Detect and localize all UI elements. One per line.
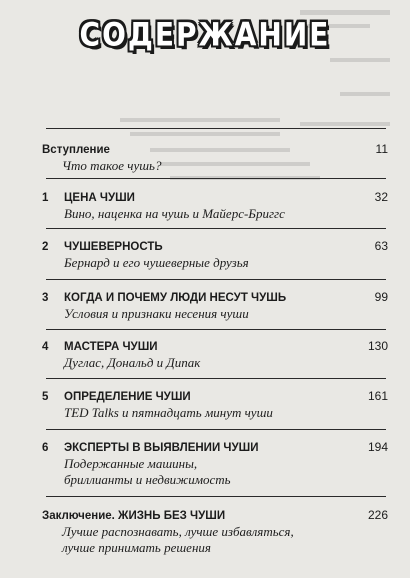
entry-subtitle [64,405,388,421]
entry-subtitle [62,524,388,556]
entry-subtitle [62,158,388,174]
entry-heading: ОПРЕДЕЛЕНИЕ ЧУШИ [64,391,191,403]
entry-page: 226 [367,508,388,522]
entry-subtitle [64,206,388,222]
divider [46,378,386,379]
toc-entry-chapter-3[interactable] [42,290,388,322]
subtitle-line: Лучше распознавать, лучше избавляться, [62,524,294,539]
divider [46,228,386,229]
toc-entry-chapter-6[interactable] [42,440,388,488]
entry-page: 130 [367,339,388,353]
entry-subtitle [64,456,388,488]
chapter-number: 3 [42,292,49,304]
chapter-number: 5 [42,391,49,403]
subtitle-line: Подержанные машины, [64,456,198,471]
entry-subtitle [64,255,388,271]
divider [46,279,386,280]
chapter-number: 4 [42,341,49,353]
entry-heading: ЦЕНА ЧУШИ [64,192,135,204]
toc-entry-chapter-4[interactable] [42,339,388,371]
subtitle-line: Дуглас, Дональд и Дипак [64,355,201,370]
divider [46,329,386,330]
subtitle-line: бриллианты и недвижимость [64,472,231,487]
entry-page: 161 [367,389,388,403]
title-block [0,15,410,54]
entry-heading: ЧУШЕВЕРНОСТЬ [64,241,163,253]
subtitle-line: Что такое чушь? [62,158,162,173]
chapter-number: 6 [42,442,49,454]
toc-entry-chapter-2[interactable] [42,239,388,271]
divider [46,128,386,129]
toc-entry-conclusion[interactable] [42,508,388,556]
divider [46,429,386,430]
entry-page: 32 [374,190,388,204]
entry-heading: МАСТЕРА ЧУШИ [64,341,158,353]
entry-subtitle [64,355,388,371]
entry-page: 11 [375,142,388,156]
entry-heading: КОГДА И ПОЧЕМУ ЛЮДИ НЕСУТ ЧУШЬ [64,292,287,304]
entry-heading: Вступление [42,144,110,156]
entry-heading: Заключение. ЖИЗНЬ БЕЗ ЧУШИ [42,510,226,522]
page-title: СОДЕРЖАНИЕ [79,15,331,54]
subtitle-line: Вино, наценка на чушь и Майерс-Бриггс [64,206,285,221]
divider [46,496,386,497]
entry-page: 63 [374,239,388,253]
subtitle-line: Условия и признаки несения чуши [64,306,249,321]
subtitle-line: TED Talks и пятнадцать минут чуши [64,405,273,420]
toc-entry-intro[interactable] [42,142,388,174]
entry-heading: ЭКСПЕРТЫ В ВЫЯВЛЕНИИ ЧУШИ [64,442,259,454]
divider [46,178,386,179]
chapter-number: 1 [42,192,49,204]
toc-entry-chapter-1[interactable] [42,190,388,222]
entry-subtitle [64,306,388,322]
entry-page: 99 [374,290,388,304]
subtitle-line: лучше принимать решения [62,540,211,555]
toc-entry-chapter-5[interactable] [42,389,388,421]
entry-page: 194 [367,440,388,454]
chapter-number: 2 [42,241,49,253]
subtitle-line: Бернард и его чушеверные друзья [64,255,249,270]
